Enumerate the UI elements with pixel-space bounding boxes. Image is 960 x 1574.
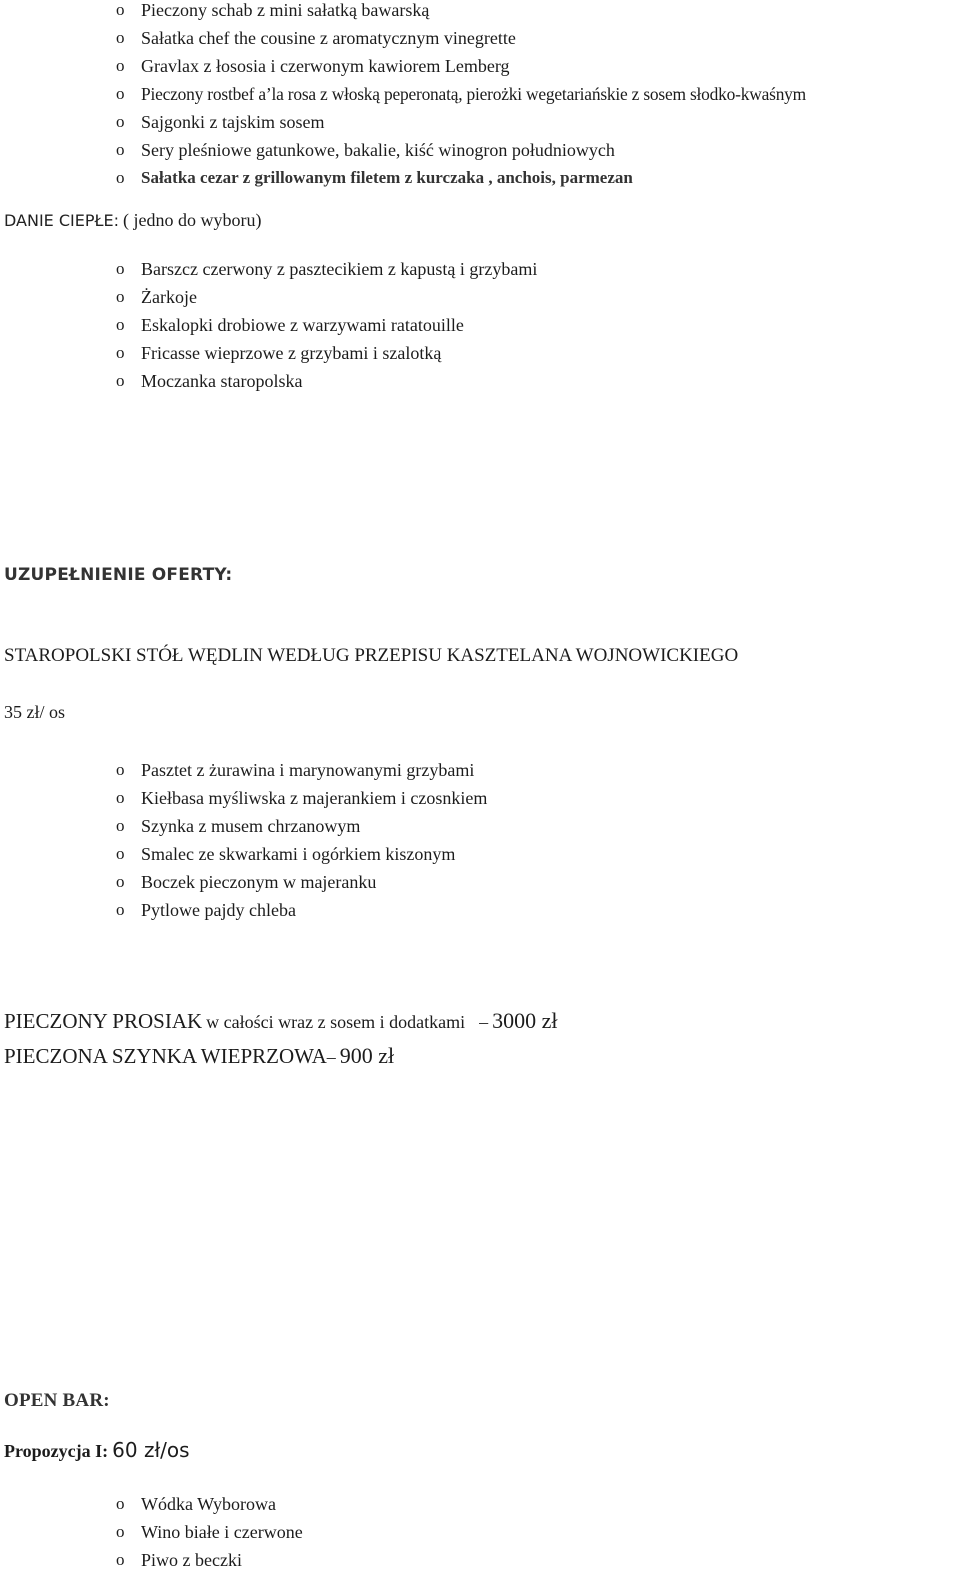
bullet-icon: o	[116, 140, 125, 159]
bullet-icon: o	[116, 84, 125, 103]
bullet-icon: o	[116, 343, 125, 362]
piglet-dash: –	[479, 1012, 489, 1032]
bullet-icon: o	[116, 371, 125, 390]
roast-ham-line	[4, 1043, 394, 1069]
ham-price: 900 zł	[339, 1043, 395, 1068]
bullet-icon: o	[116, 844, 125, 863]
hot-dishes-heading	[4, 210, 262, 231]
bullet-icon: o	[116, 1550, 125, 1569]
ham-dash: –	[326, 1047, 336, 1067]
bullet-icon: o	[116, 56, 125, 75]
piglet-desc: w całości wraz z sosem i dodatkami	[206, 1012, 466, 1032]
piglet-price: 3000 zł	[492, 1008, 558, 1033]
piglet-name: PIECZONY PROSIAK	[4, 1009, 203, 1033]
bullet-icon: o	[116, 0, 125, 19]
bullet-icon: o	[116, 28, 125, 47]
bullet-icon: o	[116, 259, 125, 278]
table-price: 35 zł/ os	[4, 702, 65, 722]
hot-dishes-title: DANIE CIEPŁE:	[4, 211, 120, 230]
bullet-icon: o	[116, 872, 125, 891]
proposal-price: 60 zł/os	[112, 1438, 190, 1462]
proposal-label: Propozycja I:	[4, 1441, 109, 1461]
supplement-heading: UZUPEŁNIENIE OFERTY:	[4, 565, 233, 585]
proposal-line	[4, 1438, 190, 1462]
bullet-icon: o	[116, 788, 125, 807]
bullet-icon: o	[116, 816, 125, 835]
roast-piglet-line	[4, 1008, 557, 1034]
bullet-icon: o	[116, 287, 125, 306]
table-title: STAROPOLSKI STÓŁ WĘDLIN WEDŁUG PRZEPISU KASZTELANA WOJNOWICKIEGO	[4, 645, 739, 666]
open-bar-heading: OPEN BAR:	[4, 1390, 110, 1411]
bullet-icon: o	[116, 1494, 125, 1513]
bullet-icon: o	[116, 112, 125, 131]
bullet-icon: o	[116, 315, 125, 334]
bullet-icon: o	[116, 168, 125, 187]
hot-dishes-note: ( jedno do wyboru)	[123, 210, 262, 230]
bullet-icon: o	[116, 900, 125, 919]
bullet-icon: o	[116, 760, 125, 779]
bullet-icon: o	[116, 1522, 125, 1541]
ham-name: PIECZONA SZYNKA WIEPRZOWA	[4, 1044, 327, 1068]
